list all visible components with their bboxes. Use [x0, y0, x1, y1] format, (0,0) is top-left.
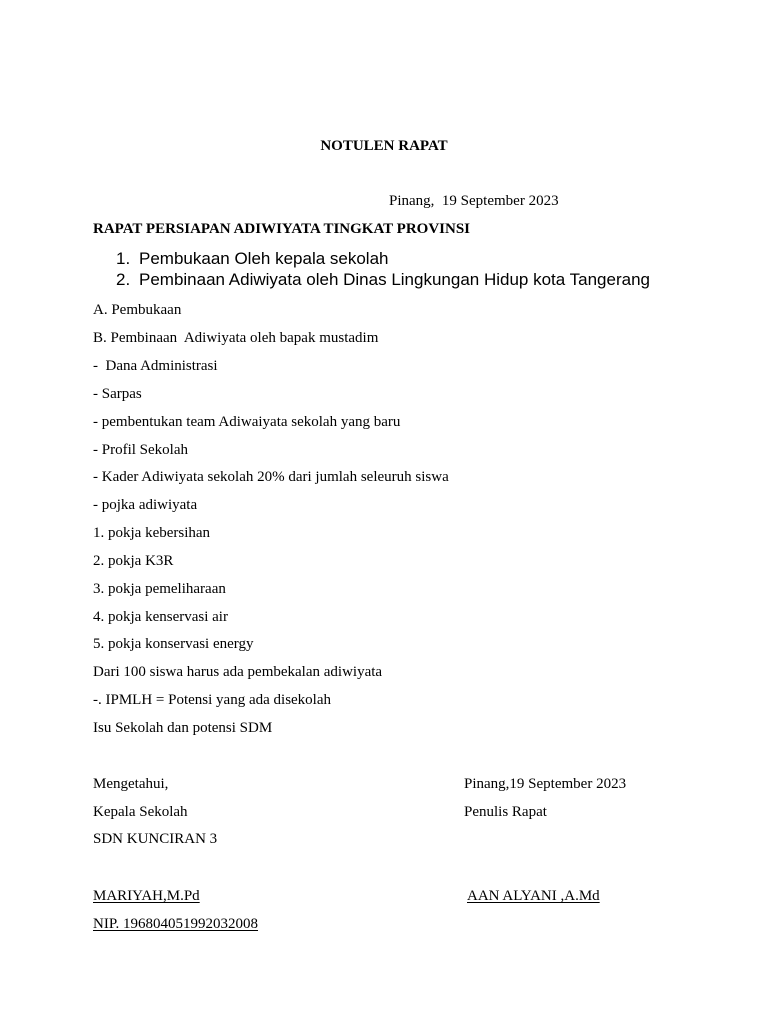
meeting-heading: RAPAT PERSIAPAN ADIWIYATA TINGKAT PROVINSI: [93, 221, 471, 237]
body-line: 4. pokja kenservasi air: [93, 609, 228, 625]
agenda-text: Pembinaan Adiwiyata oleh Dinas Lingkungan Hidup kota Tangerang: [139, 270, 650, 289]
document-title: NOTULEN RAPAT: [320, 138, 448, 154]
body-line: 1. pokja kebersihan: [93, 525, 211, 541]
agenda-text: Pembukaan Oleh kepala sekolah: [139, 249, 389, 268]
agenda-item: [116, 248, 389, 270]
principal-role: Kepala Sekolah: [93, 804, 188, 820]
body-line: B. Pembinaan Adiwiyata oleh bapak mustadim: [93, 330, 379, 346]
body-line: 5. pokja konservasi energy: [93, 636, 254, 652]
writer-name: AAN ALYANI ,A.Md: [467, 888, 600, 904]
school-name: SDN KUNCIRAN 3: [93, 831, 218, 847]
body-line: -. IPMLH = Potensi yang ada disekolah: [93, 692, 332, 708]
body-line: - Profil Sekolah: [93, 442, 188, 458]
body-line: - pembentukan team Adiwaiyata sekolah yang baru: [93, 414, 401, 430]
agenda-item: [116, 269, 650, 291]
agenda-number: 1.: [116, 249, 131, 268]
body-line: - pojka adiwiyata: [93, 497, 198, 513]
acknowledged-label: Mengetahui,: [93, 776, 169, 792]
body-line: 3. pokja pemeliharaan: [93, 581, 226, 597]
signature-place-date: Pinang,19 September 2023: [464, 776, 627, 792]
body-line: Dari 100 siswa harus ada pembekalan adiwiyata: [93, 664, 383, 680]
body-line: - Sarpas: [93, 386, 142, 402]
agenda-number: 2.: [116, 270, 131, 289]
principal-nip: NIP. 196804051992032008: [93, 916, 259, 932]
principal-name: MARIYAH,M.Pd: [93, 888, 200, 904]
body-line: Isu Sekolah dan potensi SDM: [93, 720, 273, 736]
body-line: A. Pembukaan: [93, 302, 182, 318]
body-line: 2. pokja K3R: [93, 553, 174, 569]
place-date: Pinang, 19 September 2023: [389, 193, 559, 209]
body-line: - Kader Adiwiyata sekolah 20% dari jumlah seleuruh siswa: [93, 469, 449, 485]
body-line: - Dana Administrasi: [93, 358, 218, 374]
writer-role: Penulis Rapat: [464, 804, 547, 820]
